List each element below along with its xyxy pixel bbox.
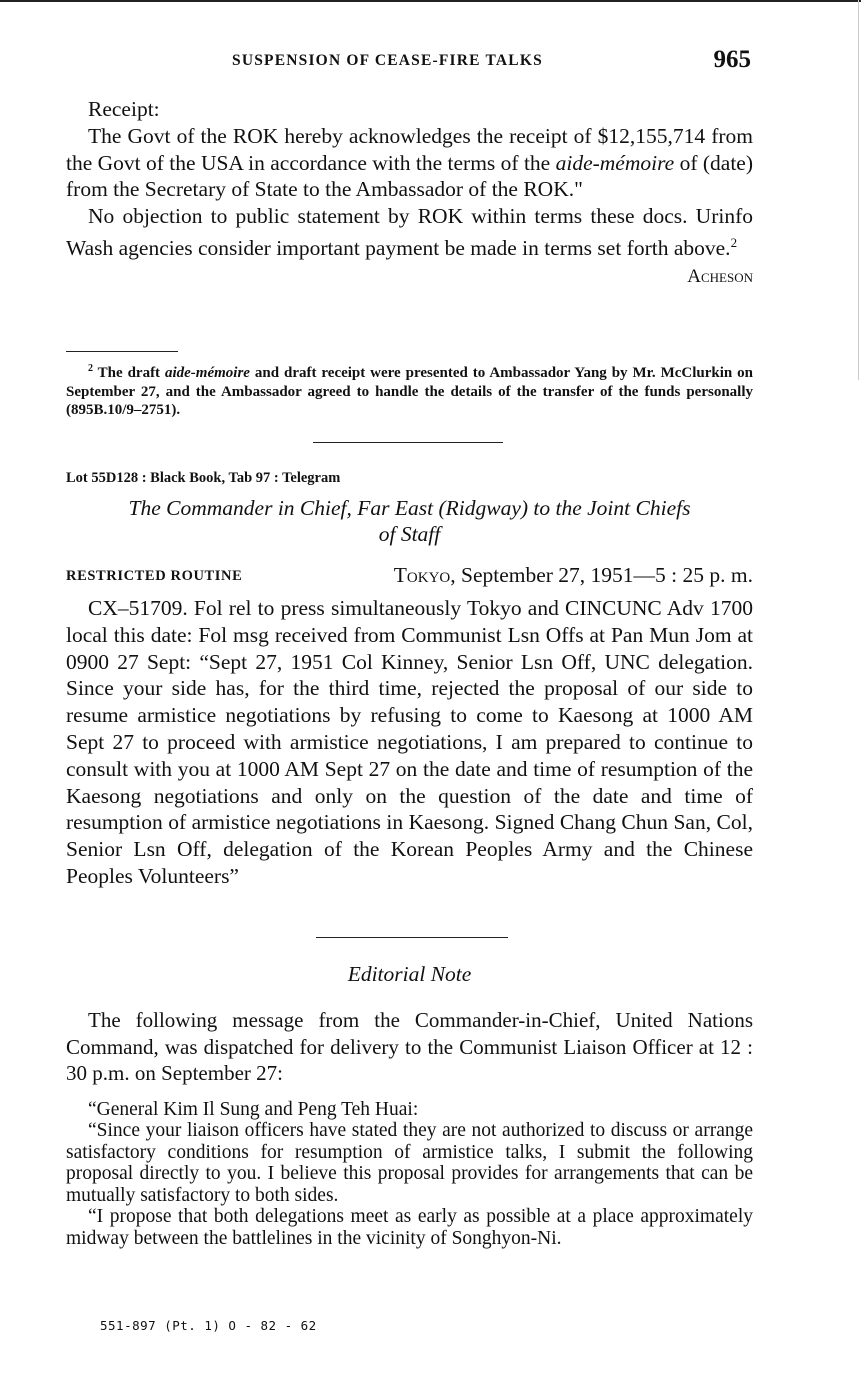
section-separator	[316, 937, 508, 938]
signature: Acheson	[687, 265, 753, 287]
editorial-intro: The following message from the Commander-in-Chief, United Nations Command, was dispatched for delivery to the Communist Liaison Officer at 12 : 30 p.m. on September 27:	[66, 1008, 753, 1085]
source-line: Lot 55D128 : Black Book, Tab 97 : Telegram	[66, 470, 341, 486]
running-head: SUSPENSION OF CEASE-FIRE TALKS	[232, 52, 543, 69]
editorial-note	[66, 962, 753, 1249]
top-border	[0, 0, 861, 2]
receipt-block	[66, 96, 753, 291]
section-separator	[313, 442, 503, 443]
telegram-body: CX–51709. Fol rel to press simultaneously Tokyo and CINCUNC Adv 1700 local this date: Fol msg received from Communist Lsn Offs at Pan Mun Jom at 0900 27 Sept: “Sept 27, 1951 Col Kinney, Senior Lsn Off, UNC delegation. Since your side has, for the third time, rejected the proposal of our side to resume armistice negotiations by refusing to come to Kaesong at 1000 AM Sept 27 to proceed with armistice negotiations, I am prepared to continue to consult with you at 1000 AM Sept 27 on the date and time of resumption of the Kaesong negotiations and only on the question of the date and time of resumption of armistice negotiations in Kaesong. Signed Chang Chun San, Col, Senior Lsn Off, delegation of the Korean Peoples Army and the Chinese Peoples Volunteers”	[66, 596, 753, 888]
footnote-rule	[66, 351, 178, 352]
place-date: Tokyo, September 27, 1951—5 : 25 p. m.	[393, 563, 753, 587]
objection-paragraph: No objection to public statement by ROK within terms these docs. Urinfo Wash agencies consider important payment be made in terms set forth above.$^2$	[66, 204, 753, 261]
footnote-text: $^2$ The draft aide-mémoire and draft receipt were presented to Ambassador Yang by Mr. McClurkin on September 27, and the Ambassador agreed to handle the details of the transfer of the funds personally (895B.10/9–2751).	[66, 363, 753, 418]
quote-paragraph: “Since your liaison officers have stated they are not authorized to discuss or arrange satisfactory conditions for resumption of armistice talks, I submit the following proposal directly to you. I believe this proposal provides for arrangements that can be mutually satisfactory to both sides.	[66, 1120, 753, 1206]
footnote	[66, 360, 753, 420]
quote-paragraph: “I propose that both delegations meet as early as possible at a place approximately midway between the battlelines in the vicinity of Songhyon-Ni.	[66, 1206, 753, 1249]
receipt-paragraph: The Govt of the ROK hereby acknowledges the receipt of $12,155,714 from the Govt of the USA in accordance with the terms of the aide-mémoire of (date) from the Secretary of State to the Ambassador of the ROK."	[66, 123, 753, 202]
dateline	[66, 563, 753, 589]
right-edge-line	[858, 0, 859, 380]
document-title: The Commander in Chief, Far East (Ridgway) to the Joint Chiefs of Staff	[128, 496, 691, 546]
quoted-message	[66, 1099, 753, 1250]
receipt-label: Receipt:	[88, 97, 160, 121]
editorial-heading: Editorial Note	[347, 962, 472, 986]
classification: RESTRICTED ROUTINE	[66, 568, 243, 584]
telegram-document	[66, 470, 753, 890]
page-number: 965	[713, 46, 751, 73]
quote-salutation: “General Kim Il Sung and Peng Teh Huai:	[88, 1098, 419, 1120]
footnote-reference: 2	[730, 234, 738, 250]
print-code: 551-897 (Pt. 1) O - 82 - 62	[100, 1318, 317, 1333]
